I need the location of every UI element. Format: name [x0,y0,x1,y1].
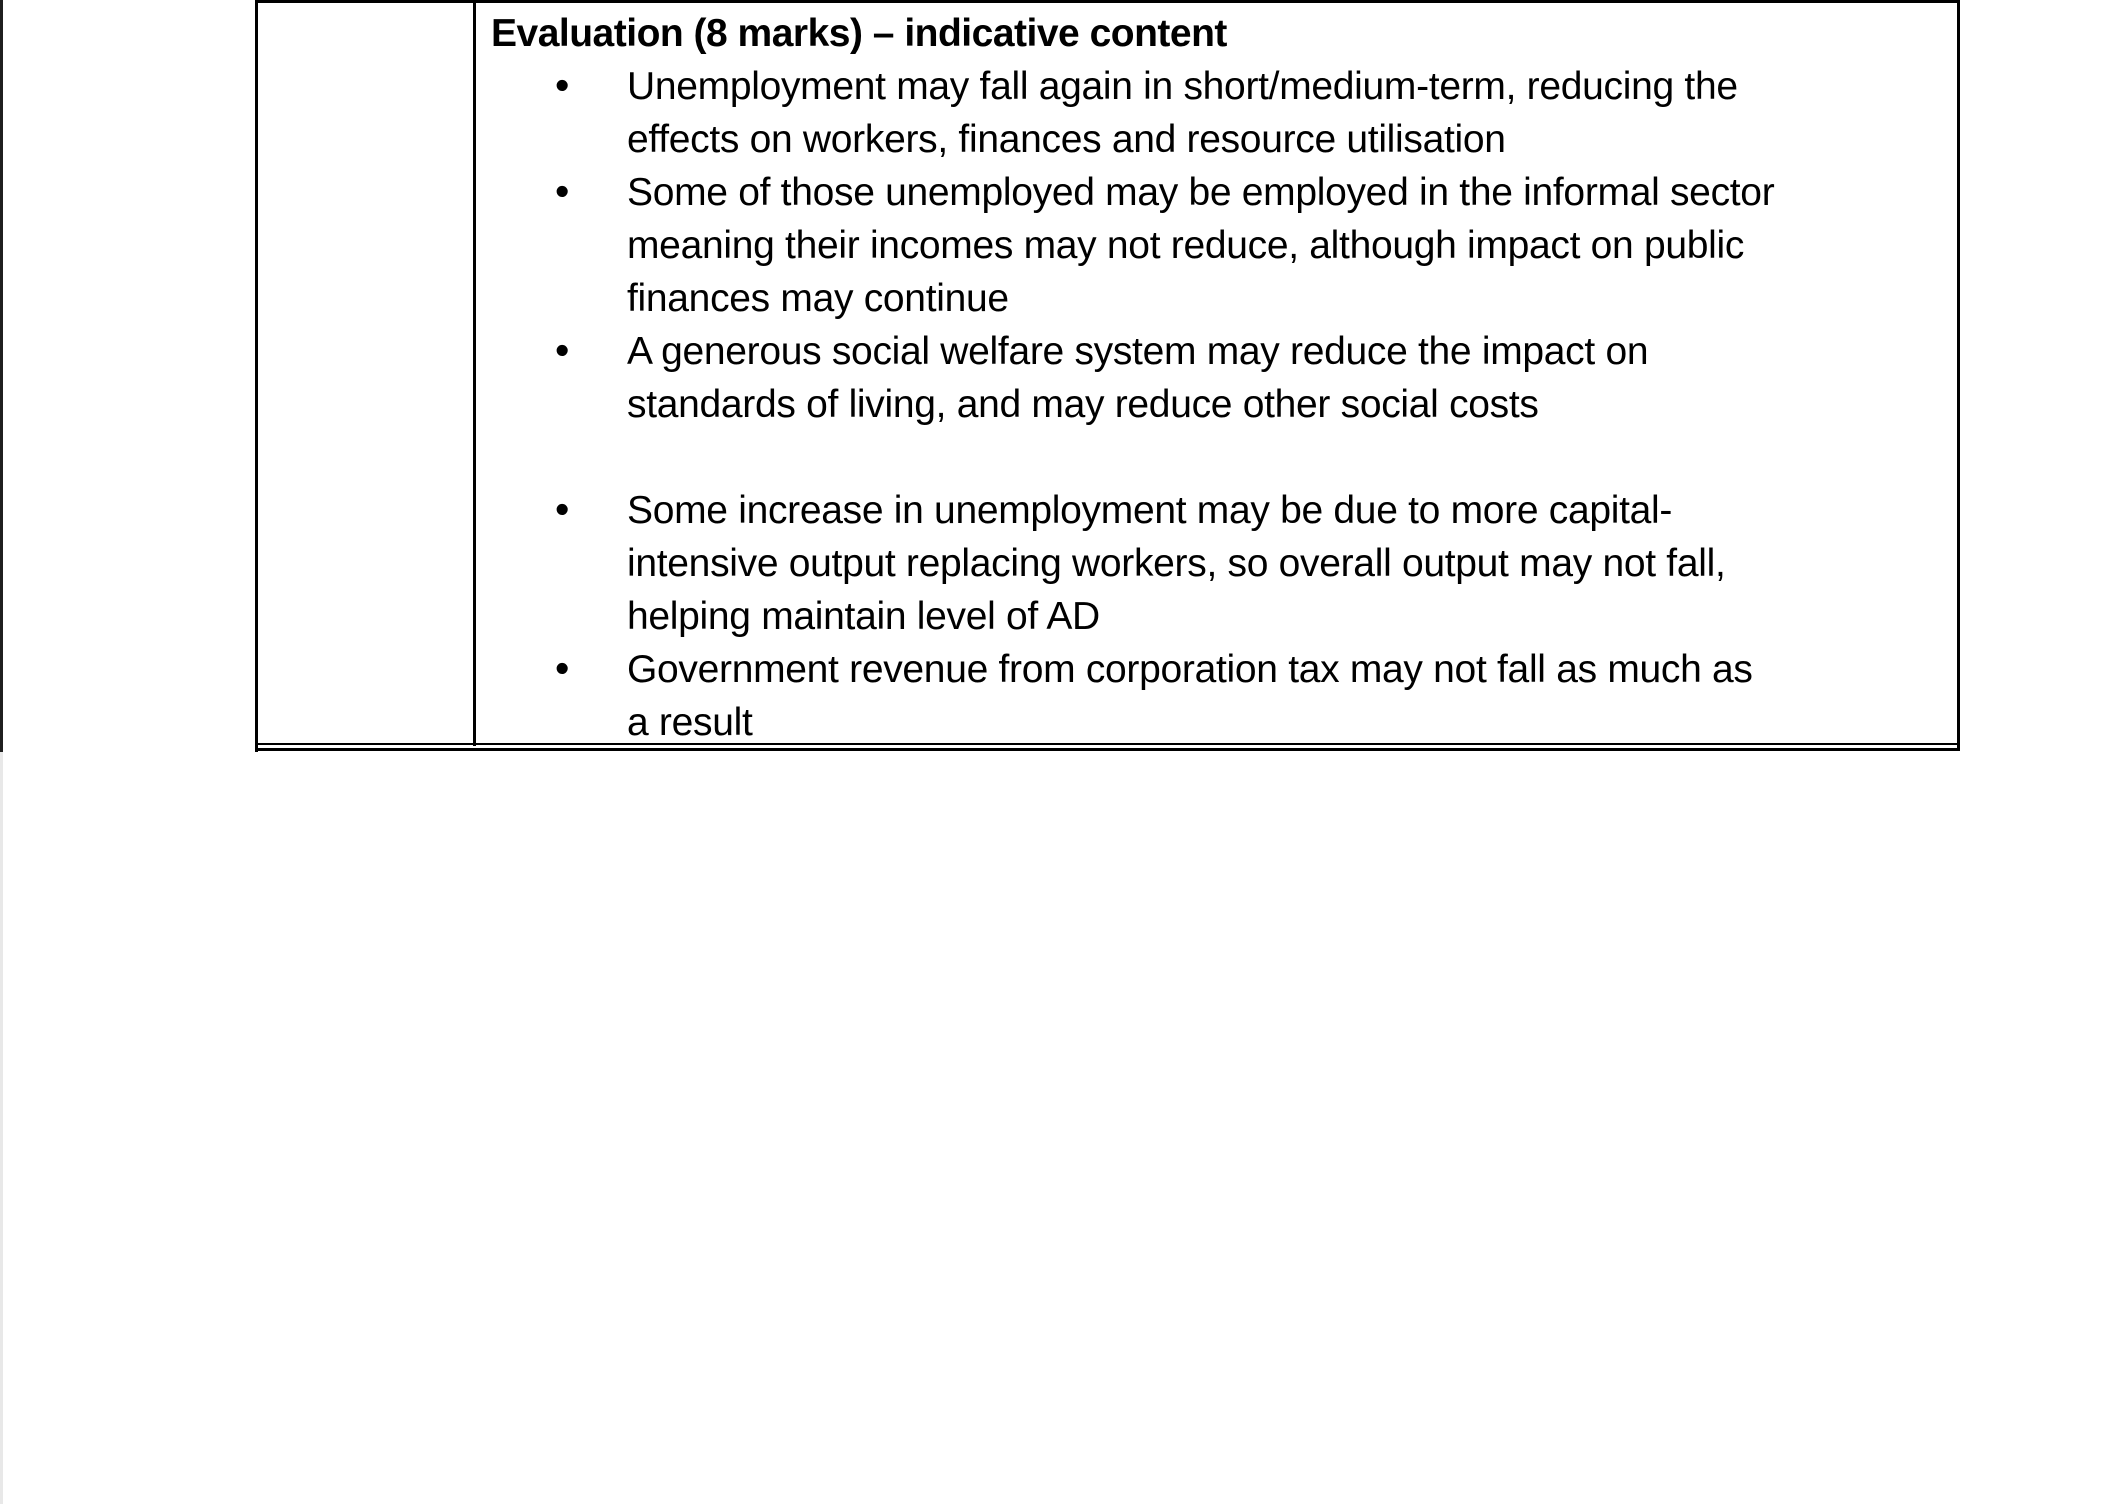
bullet-item [491,60,1953,166]
table-column-divider-2 [473,0,476,746]
bullet-line: A generous social welfare system may reduce the impact on [627,330,1649,373]
bullet-item [491,325,1953,431]
bullet-icon: • [555,168,570,214]
bullet-line: Unemployment may fall again in short/medium-term, reducing the [627,65,1738,108]
bullet-line: intensive output replacing workers, so overall output may not fall, [627,542,1726,585]
section-heading: Evaluation (8 marks) – indicative content [491,12,1227,55]
bullet-icon: • [555,486,570,532]
bullet-item [491,166,1953,325]
table-right-border [1957,0,1960,751]
bullet-line: meaning their incomes may not reduce, although impact on public [627,224,1745,267]
page-left-edge [0,0,3,752]
bullet-item [491,643,1953,749]
bullet-line: Some of those unemployed may be employed in the informal sector [627,171,1775,214]
bullet-line: Some increase in unemployment may be due to more capital- [627,489,1673,532]
bullet-icon: • [555,62,570,108]
empty-line [491,431,1953,484]
bullet-line: a result [627,701,753,744]
bullet-item [491,484,1953,643]
bullet-icon: • [555,645,570,691]
bullet-line: Government revenue from corporation tax may not fall as much as [627,648,1753,691]
page-right-edge-line [0,752,3,1504]
bullet-line: standards of living, and may reduce other social costs [627,383,1539,426]
bullet-list [491,60,1953,749]
bullet-line: finances may continue [627,277,1009,320]
bullet-line: effects on workers, finances and resource utilisation [627,118,1506,161]
bullet-line: helping maintain level of AD [627,595,1100,638]
table-top-border [255,0,1960,3]
bullet-icon: • [555,327,570,373]
indicative-content-cell [491,7,1953,749]
table-column-divider-1 [255,0,258,752]
